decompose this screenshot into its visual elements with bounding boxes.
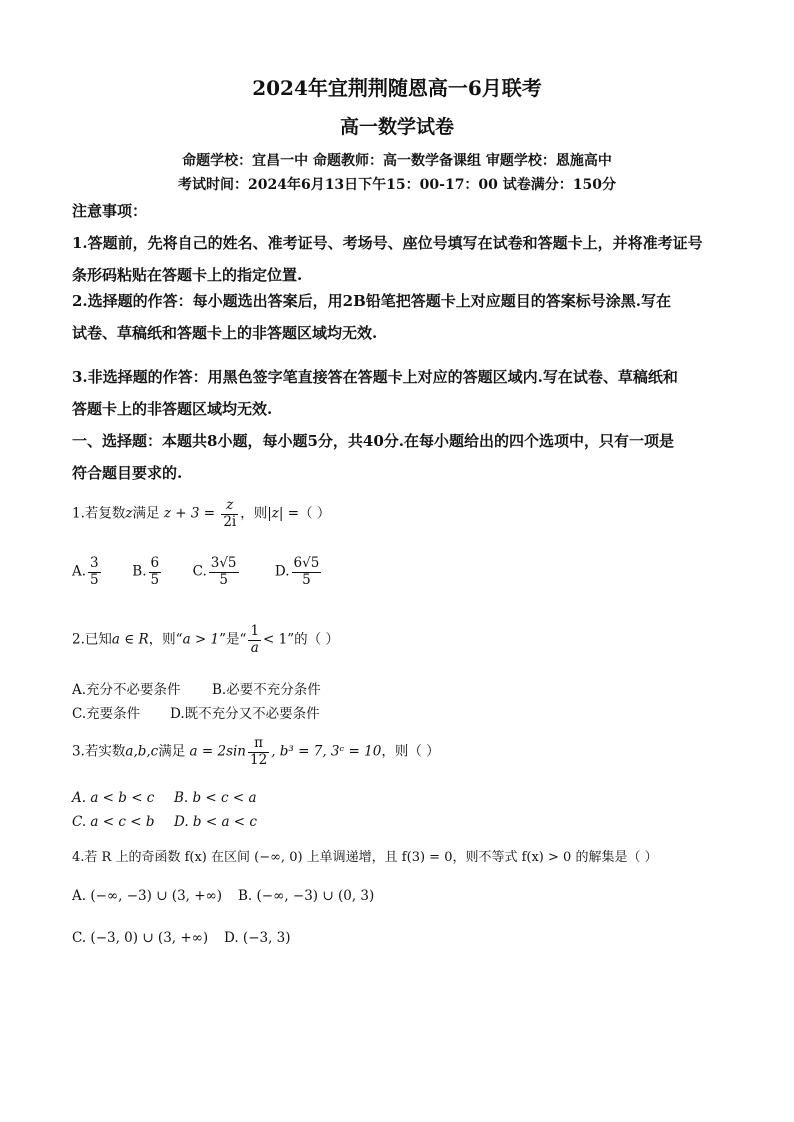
q1-option-a-num: 3 — [90, 555, 99, 571]
q1-option-c-label: C. — [192, 563, 207, 580]
q2-text3: ”的（ ） — [287, 631, 339, 648]
q3-option-c: C. a < c < b — [72, 814, 155, 830]
q4-option-c: C. (−3, 0) ∪ (3, +∞) — [72, 930, 209, 946]
q3-option-b: B. b < c < a — [174, 790, 257, 806]
q2-option-a: A.充分不必要条件 — [72, 682, 181, 698]
q3-expr1: a = 2sin — [189, 743, 247, 760]
q1-fraction — [221, 498, 238, 530]
q1-option-a — [72, 556, 128, 588]
q3-fraction — [248, 736, 269, 768]
q2-text2: ”是“ — [219, 631, 247, 648]
question-1 — [72, 498, 330, 530]
q2-option-b: B.必要不充分条件 — [212, 682, 321, 698]
q1-suffix: ，则 — [240, 505, 268, 522]
note-item1-line1: 1.答题前，先将自己的姓名、准考证号、考场号、座位号填写在试卷和答题卡上，并将准考证号 — [72, 234, 703, 252]
q1-option-b-num: 6 — [150, 555, 160, 571]
q1-prefix: 1.若复数 — [72, 505, 126, 522]
q3-vars: a,b,c — [125, 743, 159, 760]
q1-option-b-label: B. — [132, 563, 147, 580]
q3-option-d: D. b < a < c — [174, 814, 257, 830]
exam-info-line1: 命题学校：宜昌一中 命题教师：高一数学备课组 审题学校：恩施高中 — [182, 153, 612, 169]
note-item2-line1: 2.选择题的作答：每小题选出答案后，用2B铅笔把答题卡上对应题目的答案标号涂黑.写在 — [72, 292, 672, 310]
q1-option-a-den: 5 — [90, 571, 99, 588]
q2-option-c: C.充要条件 — [72, 706, 141, 722]
q1-option-c-num: 3√5 — [210, 555, 237, 571]
q3-mid: 满足 — [158, 743, 186, 760]
section1-line1: 一、选择题：本题共8小题，每小题5分，共40分.在每小题给出的四个选项中，只有一项是 — [72, 432, 674, 450]
q1-var: z — [125, 505, 133, 522]
exam-info-line2: 考试时间：2024年6月13日下午15：00-17：00 试卷满分：150分 — [177, 177, 617, 193]
q4-option-d: D. (−3, 3) — [224, 930, 291, 946]
q1-option-b — [132, 556, 188, 588]
question-2 — [72, 624, 339, 656]
note-item3-line1: 3.非选择题的作答：用黑色签字笔直接答在答题卡上对应的答题区域内.写在试卷、草稿纸和 — [72, 368, 678, 386]
q1-lhs: z + 3 = — [163, 505, 216, 522]
q2-frac-den: a — [250, 639, 259, 656]
note-item2-line2: 试卷、草稿纸和答题卡上的非答题区域均无效. — [72, 324, 378, 342]
q1-frac-den: 2i — [223, 513, 237, 530]
q1-option-c-den: 5 — [219, 571, 228, 588]
exam-title: 2024年宜荆荆随恩高一6月联考 — [252, 76, 542, 100]
q1-options — [72, 556, 355, 588]
q4-option-a: A. (−∞, −3) ∪ (3, +∞) — [72, 888, 223, 904]
q1-option-b-den: 5 — [150, 571, 160, 588]
q2-tail: < 1 — [263, 631, 288, 648]
note-item3-line2: 答题卡上的非答题区域均无效. — [72, 400, 273, 418]
q1-option-a-label: A. — [72, 563, 87, 580]
q3-expr2: , b³ = 7, 3ᶜ = 10 — [271, 743, 382, 760]
q1-option-c — [193, 556, 271, 588]
q3-frac-den: 12 — [250, 751, 268, 768]
q1-mid: 满足 — [132, 505, 160, 522]
exam-subtitle: 高一数学试卷 — [339, 116, 454, 138]
q4-option-b: B. (−∞, −3) ∪ (0, 3) — [238, 888, 375, 904]
q3-option-a: A. a < b < c — [72, 790, 155, 806]
q1-option-d — [275, 556, 355, 588]
q1-frac-num: z — [221, 498, 238, 515]
q2-cond: a ∈ R — [111, 631, 149, 648]
question-4: 4.若 R 上的奇函数 f(x) 在区间 (−∞, 0) 上单调递增，且 f(3) = 0，则不等式 f(x) > 0 的解集是（ ） — [72, 850, 658, 865]
notes-heading: 注意事项： — [72, 202, 148, 220]
q2-frac-num: 1 — [250, 623, 260, 639]
q1-option-d-num: 6√5 — [293, 555, 320, 571]
q2-p: a > 1 — [182, 631, 220, 648]
q3-prefix: 3.若实数 — [72, 743, 126, 760]
q1-option-d-den: 5 — [302, 571, 311, 588]
q2-option-d: D.既不充分又不必要条件 — [170, 706, 320, 722]
q2-fraction — [248, 624, 261, 656]
q2-prefix: 2.已知 — [72, 631, 112, 648]
q3-frac-num: π — [248, 736, 269, 753]
q1-paren: （ ） — [299, 505, 331, 522]
question-3 — [72, 736, 440, 768]
note-item1-line2: 条形码粘贴在答题卡上的指定位置. — [72, 266, 303, 284]
q1-abs: |z| = — [267, 505, 300, 522]
q3-suffix: ，则（ ） — [381, 743, 440, 760]
q1-option-d-label: D. — [274, 563, 290, 580]
q2-text1: ，则“ — [148, 631, 183, 648]
section1-line2: 符合题目要求的. — [72, 464, 183, 482]
